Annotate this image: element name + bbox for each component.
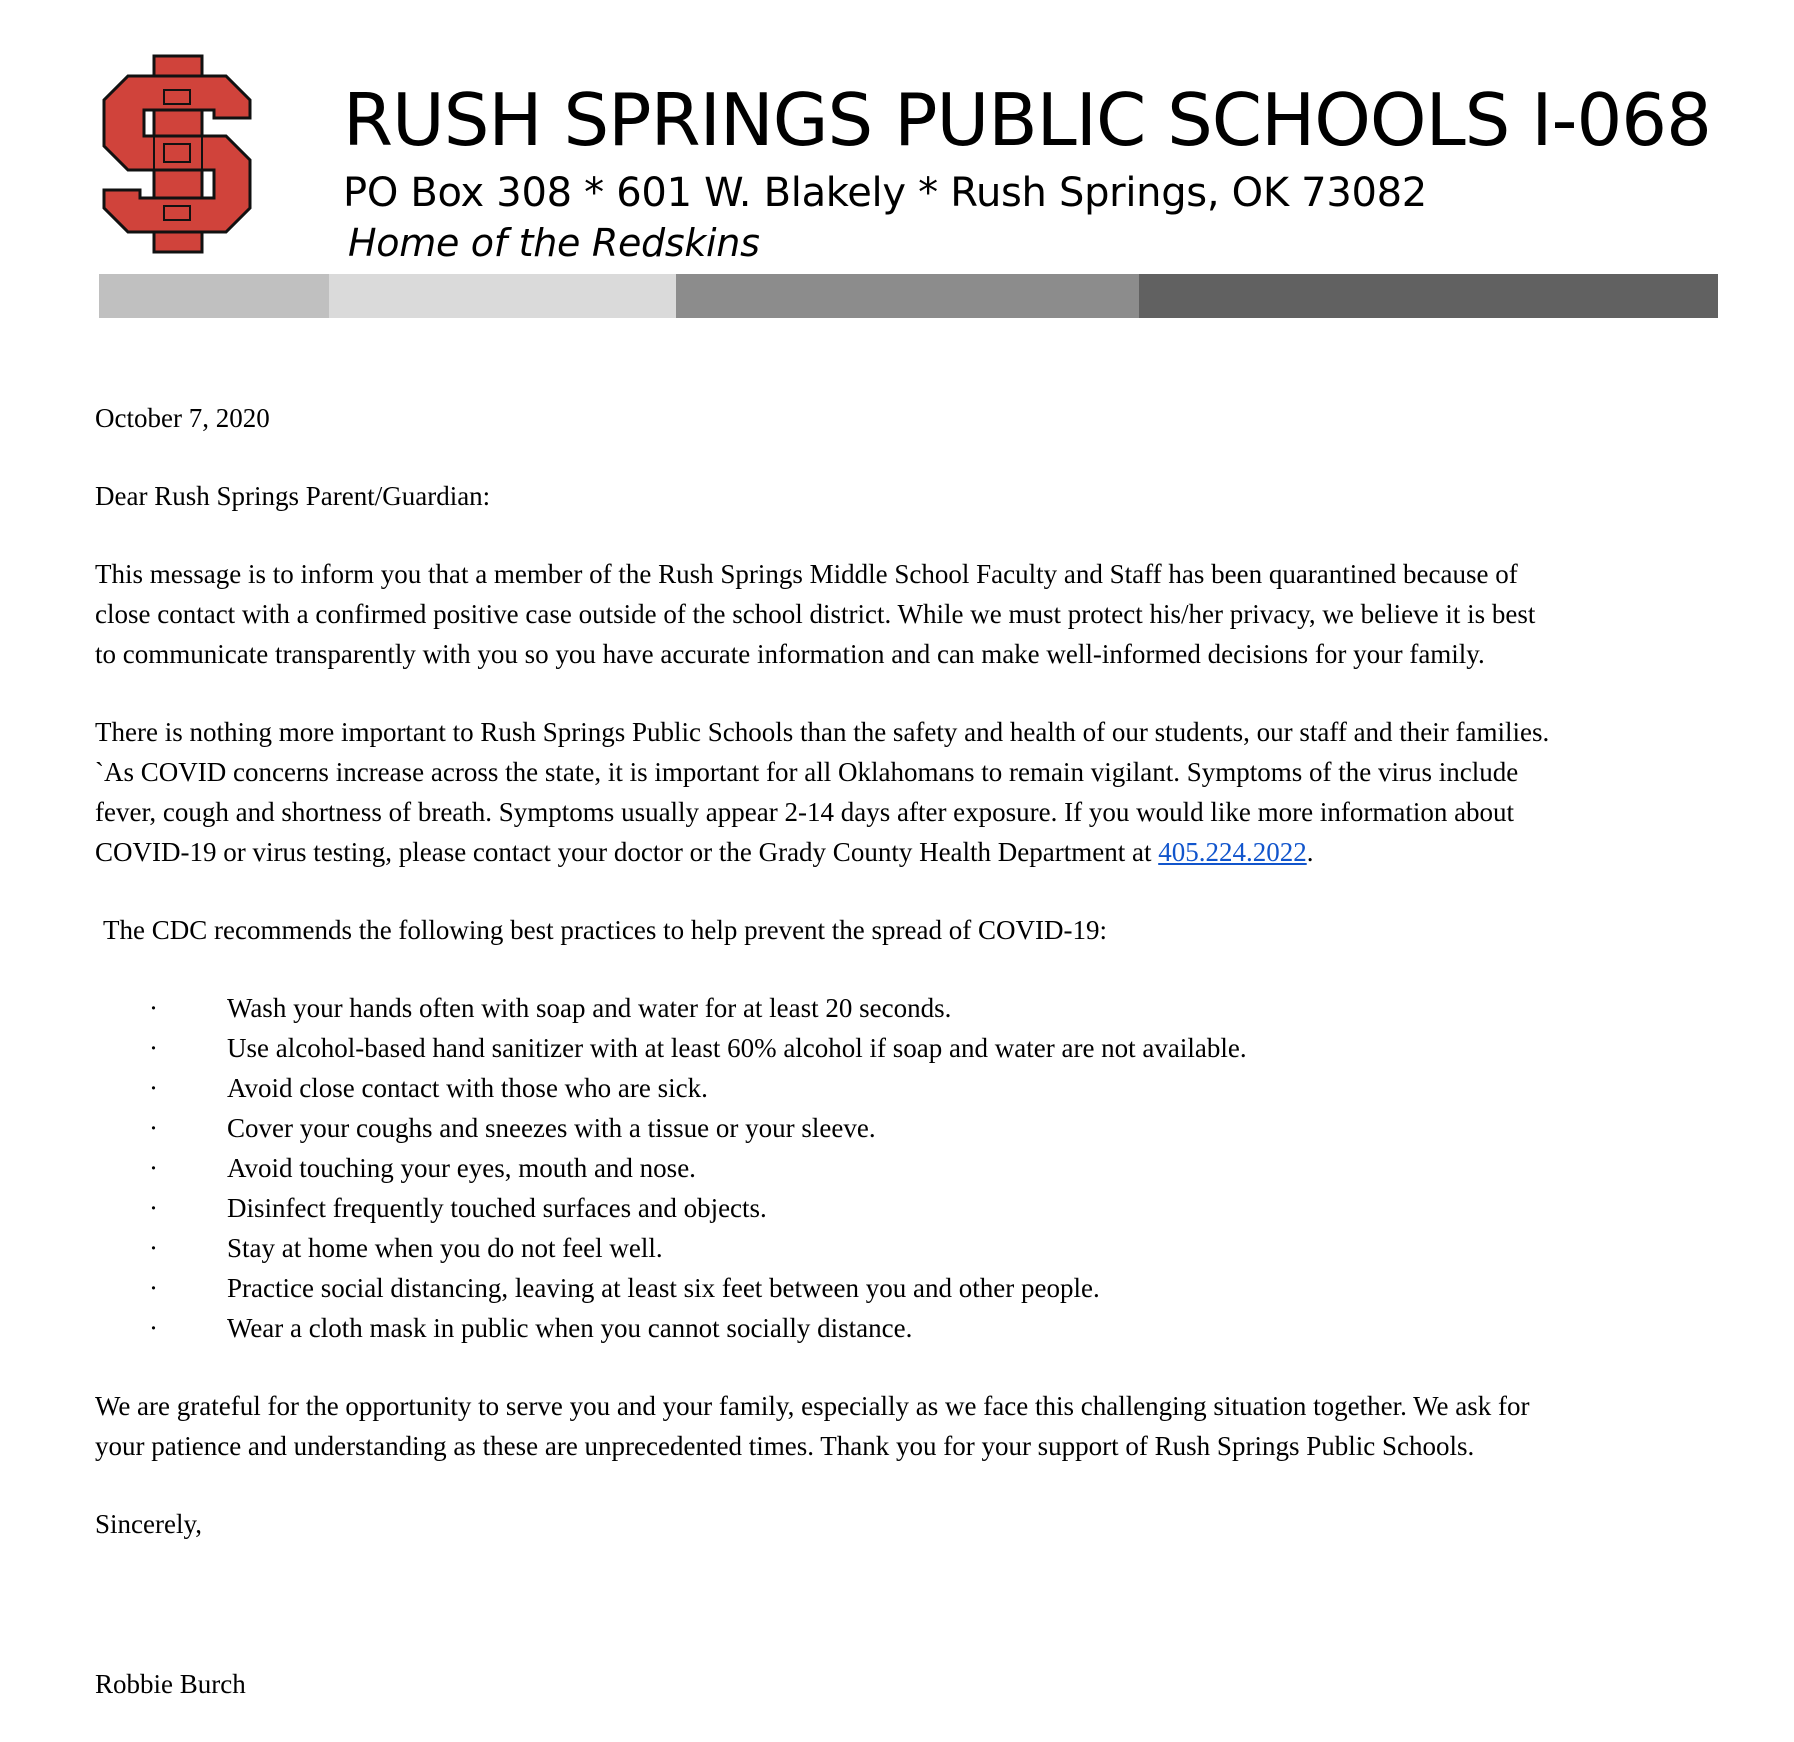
list-item-text: Avoid close contact with those who are sick.	[227, 1073, 708, 1103]
color-bar-segment	[676, 274, 1139, 318]
bullet-icon: ·	[149, 1033, 158, 1063]
paragraph-line: This message is to inform you that a member of the Rush Springs Middle School Faculty and Staff has been quarantined because of	[95, 559, 1518, 589]
list-item-text: Disinfect frequently touched surfaces and objects.	[227, 1193, 767, 1223]
bullet-icon: ·	[149, 1273, 158, 1303]
signature-space	[95, 1582, 1735, 1664]
paragraph-line: your patience and understanding as these are unprecedented times. Thank you for your support of Rush Springs Public Schools.	[95, 1431, 1475, 1461]
list-item	[95, 1308, 1735, 1348]
paragraph-line: There is nothing more important to Rush Springs Public Schools than the safety and health of our students, our staff and their families.	[95, 717, 1550, 747]
list-item	[95, 1268, 1735, 1308]
letter-signer: Robbie Burch	[95, 1669, 246, 1699]
paragraph-line-punctuation: .	[1306, 837, 1314, 867]
bullet-icon: ·	[149, 1313, 158, 1343]
color-bar-segment	[1139, 274, 1718, 318]
paragraph-line-text: COVID-19 or virus testing, please contact your doctor or the Grady County Health Department at	[95, 837, 1159, 867]
list-item	[95, 1028, 1735, 1068]
color-bar-segment	[99, 274, 329, 318]
paragraph-gratitude	[95, 1386, 1735, 1466]
health-department-phone-link[interactable]: 405.224.2022	[1158, 837, 1307, 867]
letterhead	[0, 0, 1794, 330]
list-item	[95, 1148, 1735, 1188]
paragraph-line: to communicate transparently with you so you have accurate information and can make well-informed decisions for your family.	[95, 639, 1485, 669]
list-item	[95, 1068, 1735, 1108]
list-item-text: Cover your coughs and sneezes with a tissue or your sleeve.	[227, 1113, 876, 1143]
bullet-icon: ·	[149, 1073, 158, 1103]
bullet-icon: ·	[149, 1113, 158, 1143]
letter-closing: Sincerely,	[95, 1509, 202, 1539]
paragraph-line: We are grateful for the opportunity to serve you and your family, especially as we face this challenging situation together. We ask for	[95, 1391, 1530, 1421]
list-item	[95, 1228, 1735, 1268]
list-item	[95, 1188, 1735, 1228]
letter-body	[95, 398, 1735, 1742]
cdc-intro: The CDC recommends the following best practices to help prevent the spread of COVID-19:	[103, 915, 1107, 945]
list-item-text: Use alcohol-based hand sanitizer with at least 60% alcohol if soap and water are not available.	[227, 1033, 1247, 1063]
rs-monogram-logo-icon	[98, 52, 256, 256]
list-item-text: Stay at home when you do not feel well.	[227, 1233, 663, 1263]
paragraph-line: close contact with a confirmed positive case outside of the school district. While we must protect his/her privacy, we believe it is best	[95, 599, 1536, 629]
letter-salutation: Dear Rush Springs Parent/Guardian:	[95, 481, 491, 511]
letter-date: October 7, 2020	[95, 403, 270, 433]
paragraph-line: `As COVID concerns increase across the state, it is important for all Oklahomans to remain vigilant. Symptoms of the virus include	[95, 757, 1519, 787]
bullet-icon: ·	[149, 993, 158, 1023]
bullet-icon: ·	[149, 1153, 158, 1183]
list-item-text: Practice social distancing, leaving at least six feet between you and other people.	[227, 1273, 1100, 1303]
list-item-text: Wear a cloth mask in public when you cannot socially distance.	[227, 1313, 913, 1343]
paragraph-line: fever, cough and shortness of breath. Symptoms usually appear 2-14 days after exposure. If you would like more information about	[95, 797, 1515, 827]
bullet-icon: ·	[149, 1193, 158, 1223]
cdc-practices-list	[95, 988, 1735, 1348]
school-motto: Home of the Redskins	[348, 221, 760, 265]
color-bar-segment	[329, 274, 676, 318]
letterhead-color-bar	[99, 274, 1718, 318]
list-item	[95, 1108, 1735, 1148]
list-item-text: Wash your hands often with soap and water for at least 20 seconds.	[227, 993, 952, 1023]
paragraph-line	[95, 832, 1735, 872]
school-address: PO Box 308 * 601 W. Blakely * Rush Springs, OK 73082	[343, 170, 1427, 216]
paragraph-safety-info	[95, 712, 1735, 872]
school-name: RUSH SPRINGS PUBLIC SCHOOLS I-068	[343, 78, 1711, 162]
bullet-icon: ·	[149, 1233, 158, 1263]
list-item	[95, 988, 1735, 1028]
list-item-text: Avoid touching your eyes, mouth and nose.	[227, 1153, 696, 1183]
paragraph-quarantine-notice	[95, 554, 1735, 674]
